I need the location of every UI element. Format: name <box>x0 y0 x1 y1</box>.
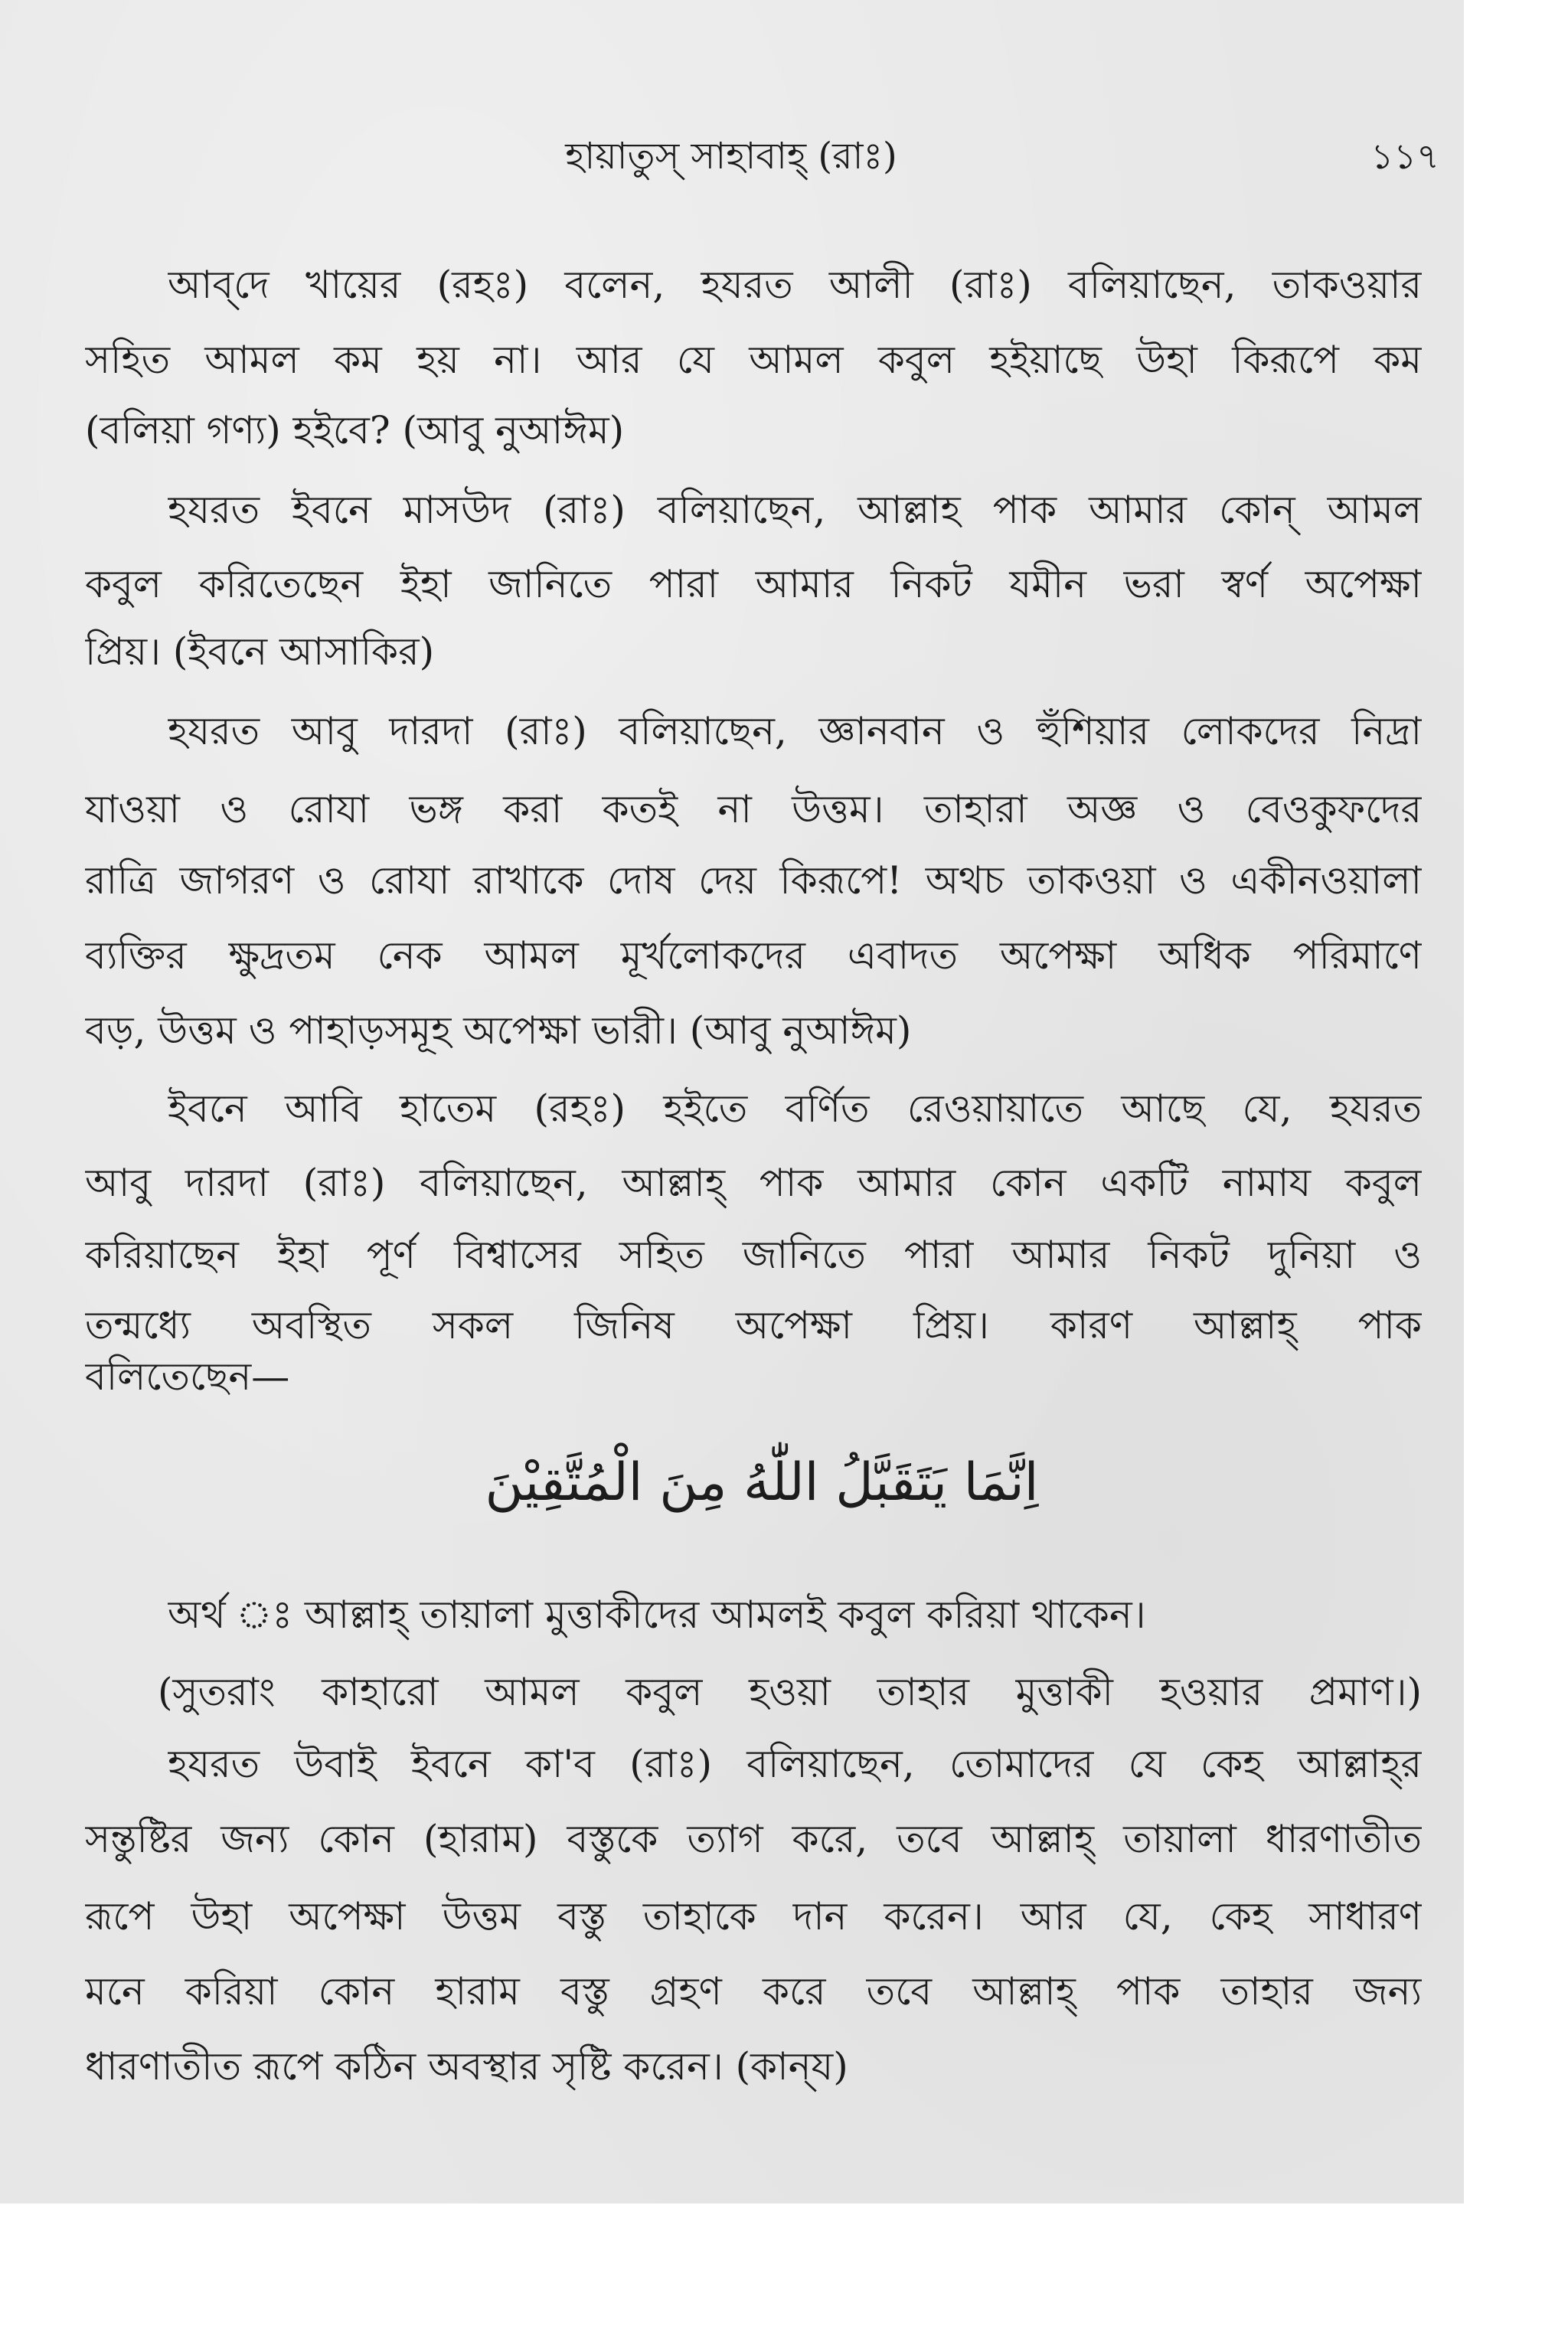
text-line: হযরত উবাই ইবনে কা'ব (রাঃ) বলিয়াছেন, তোমাদের যে কেহ আল্লাহ্‌র <box>168 1742 1422 1786</box>
arabic-verse: اِنَّمَا يَتَقَبَّلُ اللّٰهُ مِنَ الْمُتَّقِيْنَ <box>485 1452 1039 1513</box>
text-line: প্রিয়। (ইবনে আসাকির) <box>85 629 435 674</box>
text-line: যাওয়া ও রোযা ভঙ্গ করা কতই না উত্তম। তাহারা অজ্ঞ ও বেওকুফদের <box>85 787 1422 831</box>
text-line: সন্তুষ্টির জন্য কোন (হারাম) বস্তুকে ত্যাগ করে, তবে আল্লাহ্ তায়ালা ধারণাতীত <box>85 1817 1422 1861</box>
text-line: ধারণাতীত রূপে কঠিন অবস্থার সৃষ্টি করেন। (কান্‌য) <box>85 2044 848 2089</box>
text-line: কবুল করিতেছেন ইহা জানিতে পারা আমার নিকট যমীন ভরা স্বর্ণ অপেক্ষা <box>85 562 1422 606</box>
running-header-title: হায়াতুস্ সাহাবাহ্ (রাঃ) <box>565 135 897 178</box>
text-line: মনে করিয়া কোন হারাম বস্তু গ্রহণ করে তবে আল্লাহ্ পাক তাহার জন্য <box>85 1969 1422 2014</box>
text-line: সহিত আমল কম হয় না। আর যে আমল কবুল হইয়াছে উহা কিরূপে কম <box>85 338 1422 382</box>
text-line: বড়, উত্তম ও পাহাড়সমূহ অপেক্ষা ভারী। (আবু নুআঈম) <box>85 1008 912 1053</box>
text-line: অর্থ ঃ আল্লাহ্ তায়ালা মুত্তাকীদের আমলই কবুল করিয়া থাকেন। <box>168 1592 1146 1637</box>
text-line: হযরত আবু দারদা (রাঃ) বলিয়াছেন, জ্ঞানবান ও হুঁশিয়ার লোকদের নিদ্রা <box>168 709 1422 753</box>
text-line: রাত্রি জাগরণ ও রোযা রাখাকে দোষ দেয় কিরূপে! অথচ তাকওয়া ও একীনওয়ালা <box>85 858 1422 903</box>
text-line: ব্যক্তির ক্ষুদ্রতম নেক আমল মূর্খলোকদের এবাদত অপেক্ষা অধিক পরিমাণে <box>85 933 1422 978</box>
text-line: (সুতরাং কাহারো আমল কবুল হওয়া তাহার মুত্তাকী হওয়ার প্রমাণ।) <box>158 1670 1422 1714</box>
text-line: করিয়াছেন ইহা পূর্ণ বিশ্বাসের সহিত জানিতে পারা আমার নিকট দুনিয়া ও <box>85 1233 1422 1277</box>
text-line: বলিতেছেন— <box>85 1354 290 1399</box>
text-line: হযরত ইবনে মাসউদ (রাঃ) বলিয়াছেন, আল্লাহ পাক আমার কোন্ আমল <box>168 488 1422 532</box>
text-line: আব্‌দে খায়ের (রহঃ) বলেন, হযরত আলী (রাঃ) বলিয়াছেন, তাকওয়ার <box>168 263 1422 307</box>
text-line: তন্মধ্যে অবস্থিত সকল জিনিষ অপেক্ষা প্রিয়। কারণ আল্লাহ্ পাক <box>85 1303 1422 1348</box>
text-line: আবু দারদা (রাঃ) বলিয়াছেন, আল্লাহ্ পাক আমার কোন একটি নামায কবুল <box>85 1161 1422 1205</box>
text-line: (বলিয়া গণ্য) হইবে? (আবু নুআঈম) <box>85 408 625 452</box>
page-number: ১১৭ <box>1370 136 1439 177</box>
text-line: ইবনে আবি হাতেম (রহঃ) হইতে বর্ণিত রেওয়ায়াতে আছে যে, হযরত <box>168 1086 1422 1131</box>
text-line: রূপে উহা অপেক্ষা উত্তম বস্তু তাহাকে দান করেন। আর যে, কেহ সাধারণ <box>85 1894 1422 1939</box>
